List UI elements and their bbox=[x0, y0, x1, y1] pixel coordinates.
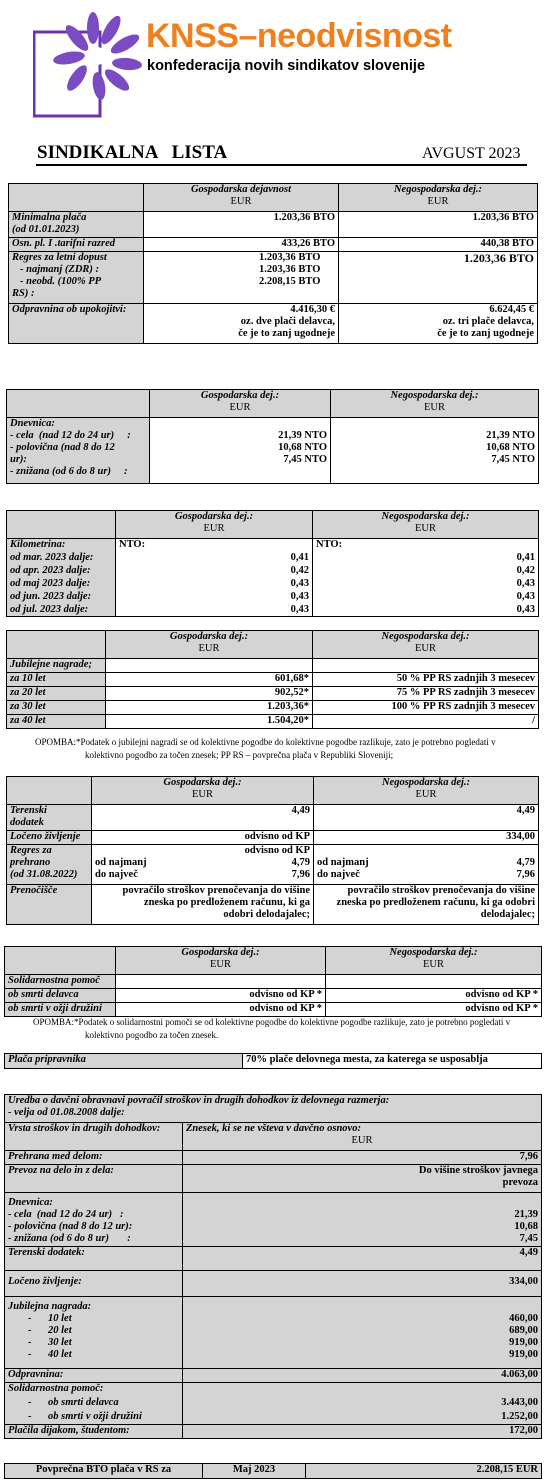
note-jubilee: OPOMBA:*Podatek o jubilejni nagradi se od kolektivne pogodbe do kolektivne pogodbe razlikuje, zato je potrebno pogledati v kolektivno pogodbo za točen znesek; PP RS – povprečna plača v Republiki Sloveniji; bbox=[35, 737, 496, 760]
table-daily-allowance: Gospodarska dej.: EUR Negospodarska dej.: EUR Dnevnica: - cela (nad 12 do 24 ur) : - polovična (nad 8 do 12 ur): - znižana (od 6 do 8 ur) : 21,39 NTO 10,68 NTO 7,45 NTO 21,39 NTO 10,68 NTO 7,45 NTO bbox=[6, 389, 539, 484]
table-solidarity: Gospodarska dej.: EUR Negospodarska dej.: EUR Solidarnostna pomoč ob smrti delavca odvisno od KP * odvisno od KP * ob smrti v ožji družini odvisno od KP * odvisno od KP * bbox=[4, 946, 542, 1017]
page-title: SINDIKALNA LISTA bbox=[37, 142, 228, 163]
period: AVGUST 2023 bbox=[422, 145, 521, 162]
table-avg-wage: Povprečna BTO plača v RS za Maj 2023 2.208,15 EUR bbox=[4, 1463, 542, 1479]
col-header-negosp: Negospodarska dej.: EUR bbox=[339, 184, 538, 212]
logo-subtitle: konfederacija novih sindikatov slovenije bbox=[147, 58, 426, 74]
logo bbox=[33, 10, 538, 118]
title-rule bbox=[36, 164, 527, 166]
table-jubilee: Gospodarska dej.: EUR Negospodarska dej.: EUR Jubilejne nagrade; za 10 let 601,68* 50 % PP RS zadnjih 3 mesecev za 20 let 902,52* 75 % PP RS zadnjih 3 mesecev za 30 let 1.203,36* 100 % PP RS zadnjih 3 mesecev za 40 let 1.504,20* / bbox=[6, 630, 539, 729]
table-field-allowance: Gospodarska dej.: EUR Negospodarska dej.: EUR Terenski dodatek 4,49 4,49 Ločeno življenje odvisno od KP 334,00 Regres za prehrano (od 31.08.2022) odvisno od KP od najmanj 4,79 do največ 7,96 od najmanj 4,79 do največ 7,96 Prenočišče povračilo stroškov prenočevanja do višine zneska po predloženem računu, ki ga odobri delodajalec; povračilo stroškov prenočevanja do višine zneska po predloženem računu, ki ga odobri delodajalec; bbox=[6, 776, 539, 925]
row-label-min-wage: Minimalna plača (od 01.01.2023) bbox=[9, 212, 144, 238]
note-solidarity: OPOMBA:*Podatek o solidarnostni pomoči se od kolektivne pogodbe do kolektivne pogodbe razlikuje, zato je potrebno pogledati v kolektivno pogodbo za točen znesek. bbox=[33, 1017, 511, 1040]
table-mileage: Gospodarska dej.: EUR Negospodarska dej.: EUR Kilometrina: NTO: NTO: od mar. 2023 dalje: 0,41 0,41 od apr. 2023 dalje: 0,42 0,42 od maj 2023 dalje: 0,43 0,43 od jun. 2023 dalje: 0,43 0,43 od jul. 2023 dalje: 0,43 0,43 bbox=[6, 510, 539, 617]
flower-logo-icon bbox=[33, 10, 143, 118]
table-basic-pay: Gospodarska dejavnost EUR Negospodarska dej.: EUR Minimalna plača (od 01.01.2023) 1.203,36 BTO 1.203,36 BTO Osn. pl. I .tarifni razred 433,26 BTO 440,38 BTO Regres za letni dopust - najmanj (ZDR) : - neobd. (100% PP RS) : 1.203,36 BTO 1.203,36 BTO 2.208,15 BTO 1.203,36 BTO Odpravnina ob upokojitvi: 4.416,30 € oz. dve plači delavca, če je to zanj ugodneje 6.624,45 € oz. tri plače delavca, če je to zanj ugodneje bbox=[8, 183, 538, 344]
table-trainee: Plača pripravnika 70% plače delovnega mesta, za katerega se usposablja bbox=[4, 1053, 542, 1069]
logo-name: KNSS–neodvisnost bbox=[146, 17, 452, 55]
col-header-gosp: Gospodarska dejavnost EUR bbox=[144, 184, 339, 212]
table-tax-regulation: Uredba o davčni obravnavi povračil stroškov in drugih dohodkov iz delovnega razmerja: - velja od 01.08.2008 dalje: Vrsta stroškov in drugih dohodkov: Znesek, ki se ne všteva v davčno osnovo: EUR Prehrana med delom: 7,96 Prevoz na delo in z dela: Do višine stroškov javnega prevoza Dnevnica: - cela (nad 12 do 24 ur) : - polovična (nad 8 do 12 ur): - znižana (od 6 do 8 ur) : 21,39 10,68 7,45 Terenski dodatek: 4,49 Ločeno življenje: 334,00 Jubilejna nagrada: - 10 let - 20 let - 30 let - 40 let 460,00 689,00 919,00 919,00 Odpravnina: 4.063,00 Solidarnostna pomoč: - ob smrti delavca - ob smrti v ožji družini 3.443,00 1.252,00 Plačila dijakom, študentom: 172,00 bbox=[4, 1094, 542, 1439]
